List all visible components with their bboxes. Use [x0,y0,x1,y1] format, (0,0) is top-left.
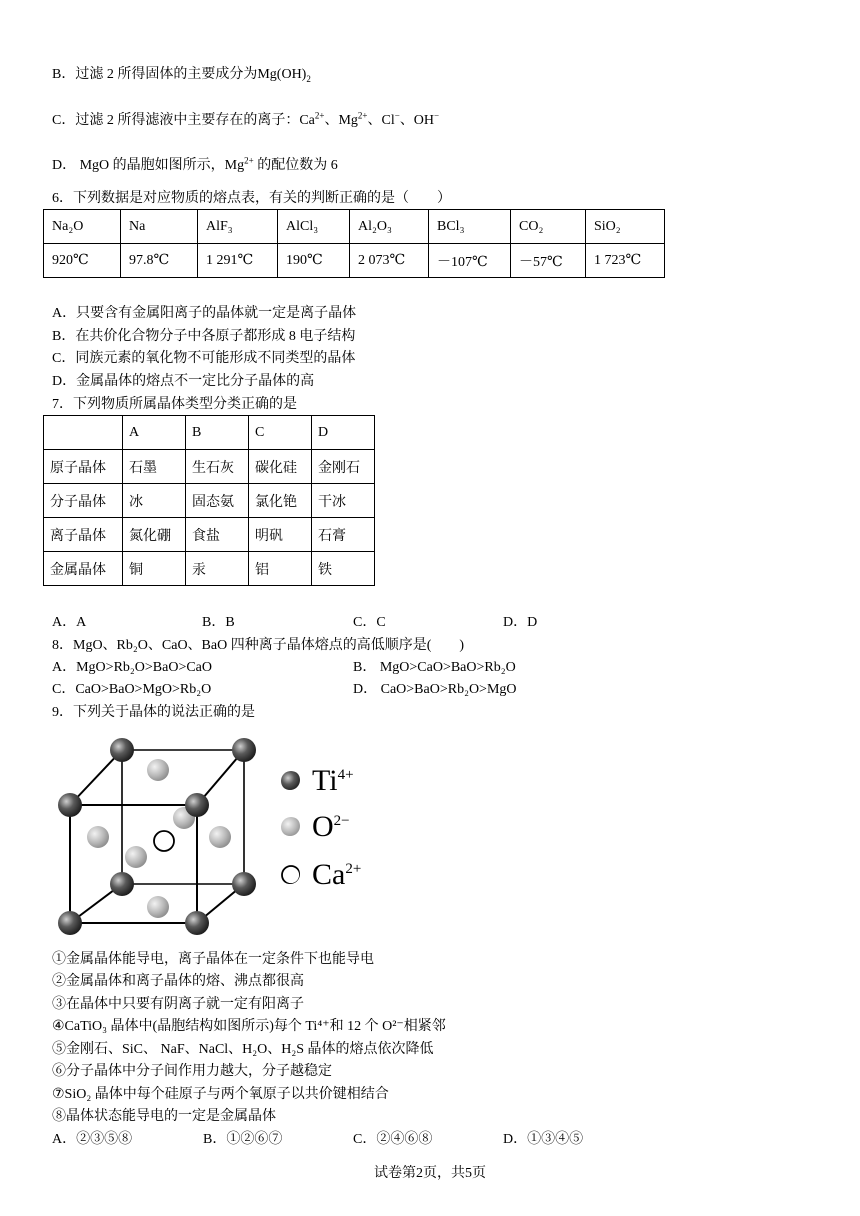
table-cell: Na [121,210,198,244]
table-cell: 生石灰 [186,450,249,484]
table-row [44,416,375,450]
table-row [44,450,375,484]
table-cell: 石膏 [312,518,375,552]
ca-ion-icon [280,864,300,884]
q8-option-b: B． MgO>CaO>BaO>Rb₂O [353,660,516,675]
q6-option-b: B．在共价化合物分子中各原子都形成 8 电子结构 [52,329,356,344]
q6-option-c: C．同族元素的氧化物不可能形成不同类型的晶体 [52,351,356,366]
table-cell: CO₂ [511,210,586,244]
table-cell: Al₂O₃ [350,210,429,244]
table-row [44,518,375,552]
q8-stem: 8．MgO、Rb₂O、CaO、BaO 四种离子晶体熔点的高低顺序是( ) [52,638,465,653]
table-cell: B [186,416,249,450]
table-cell: 石墨 [123,450,186,484]
legend-charge: 4+ [337,767,354,783]
table-cell: 离子晶体 [44,518,123,552]
table-cell: 氯化铯 [249,484,312,518]
table-cell: 汞 [186,552,249,586]
table-cell: D [312,416,375,450]
table-cell: 金刚石 [312,450,375,484]
q7-option-a: A．A [52,615,87,630]
crystal-structure-diagram [52,733,272,938]
q7-option-c: C．C [353,615,386,630]
q6-option-d: D．金属晶体的熔点不一定比分子晶体的高 [52,374,315,389]
legend-label: Ti [312,764,338,797]
table-row [44,552,375,586]
q7-classification-table [43,415,375,586]
calcium-ion [154,831,174,851]
q9-item-3: ③在晶体中只要有阴离子就一定有阳离子 [52,997,304,1012]
q9-item-4: ④CaTiO₃ 晶体中(晶胞结构如图所示)每个 Ti⁴⁺和 12 个 O²⁻相紧邻 [52,1019,446,1034]
q9-stem: 9．下列关于晶体的说法正确的是 [52,705,255,720]
q6-melting-point-table [43,209,665,278]
q9-option-d: D．①③④⑤ [503,1132,584,1147]
table-cell: 碳化硅 [249,450,312,484]
table-cell: －107℃ [429,244,511,278]
q7-option-d: D．D [503,615,538,630]
q9-option-b: B．①②⑥⑦ [203,1132,283,1147]
page-footer: 试卷第2页，共5页 [374,1166,486,1181]
legend-charge: 2+ [345,861,362,877]
q6-stem: 6．下列数据是对应物质的熔点表，有关的判断正确的是（ ） [52,191,451,206]
q8-option-a: A．MgO>Rb₂O>BaO>CaO [52,660,213,675]
table-cell: Na₂O [44,210,121,244]
table-cell: 冰 [123,484,186,518]
q5-option-b: B．过滤 2 所得固体的主要成分为$Mg(OH)_2$ [52,67,311,84]
table-cell: 1 723℃ [586,244,665,278]
q8-option-c: C．CaO>BaO>MgO>Rb₂O [52,682,212,697]
table-cell: 固态氨 [186,484,249,518]
table-cell: 干冰 [312,484,375,518]
table-cell: 金属晶体 [44,552,123,586]
table-cell: 97.8℃ [121,244,198,278]
q5-option-c: C．过滤 2 所得滤液中主要存在的离子：$Ca^{2+}$、$Mg^{2+}$、Cl−、OH− [52,110,440,128]
table-cell: BCl₃ [429,210,511,244]
table-row [44,244,665,278]
q8-option-d: D． CaO>BaO>Rb₂O>MgO [353,682,517,697]
q9-option-a: A．②③⑤⑧ [52,1132,133,1147]
table-cell: 氮化硼 [123,518,186,552]
q7-stem: 7．下列物质所属晶体类型分类正确的是 [52,397,297,412]
table-cell: 920℃ [44,244,121,278]
legend-charge: 2− [333,813,350,829]
table-cell: 190℃ [278,244,350,278]
table-cell: 2 073℃ [350,244,429,278]
table-cell: 铁 [312,552,375,586]
table-cell: C [249,416,312,450]
q5-option-d: D． MgO 的晶胞如图所示，$Mg^{2+}$ 的配位数为 6 [52,155,338,173]
q9-option-c: C．②④⑥⑧ [353,1132,433,1147]
q9-item-8: ⑧晶体状态能导电的一定是金属晶体 [52,1109,276,1124]
table-cell: SiO₂ [586,210,665,244]
table-cell: 分子晶体 [44,484,123,518]
table-cell [44,416,123,450]
q9-item-7: ⑦SiO₂ 晶体中每个硅原子与两个氧原子以共价键相结合 [52,1087,389,1102]
table-cell: 铝 [249,552,312,586]
table-cell: AlCl₃ [278,210,350,244]
ti-ion-icon [280,770,300,790]
q9-item-2: ②金属晶体和离子晶体的熔、沸点都很高 [52,974,304,989]
table-cell: A [123,416,186,450]
table-cell: 食盐 [186,518,249,552]
q9-item-6: ⑥分子晶体中分子间作用力越大，分子越稳定 [52,1064,332,1079]
legend-label: Ca [312,858,346,891]
table-row [44,210,665,244]
table-row [44,484,375,518]
o-ion-icon [280,816,300,836]
table-cell: －57℃ [511,244,586,278]
legend-label: O [312,810,334,843]
q9-item-5: ⑤金刚石、SiC、 NaF、NaCl、H₂O、H₂S 晶体的熔点依次降低 [52,1042,434,1057]
q9-item-1: ①金属晶体能导电，离子晶体在一定条件下也能导电 [52,952,374,967]
table-cell: 明矾 [249,518,312,552]
q7-option-b: B．B [202,615,235,630]
q6-option-a: A．只要含有金属阳离子的晶体就一定是离子晶体 [52,306,357,321]
table-cell: 铜 [123,552,186,586]
table-cell: 1 291℃ [198,244,278,278]
table-cell: AlF₃ [198,210,278,244]
table-cell: 原子晶体 [44,450,123,484]
